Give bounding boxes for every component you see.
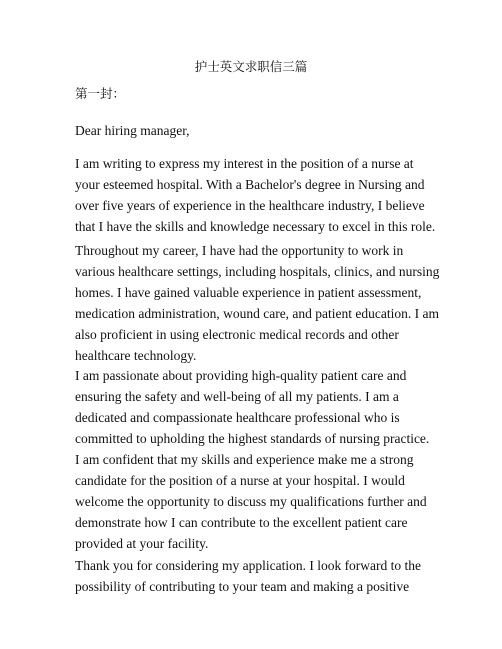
paragraph-line: I am confident that my skills and experience make me a strong	[75, 452, 414, 467]
paragraph-line: your esteemed hospital. With a Bachelor's degree in Nursing and	[75, 177, 425, 192]
paragraph-line: Throughout my career, I have had the opportunity to work in	[75, 243, 404, 258]
paragraph-1	[75, 153, 435, 237]
paragraph-2	[75, 240, 439, 366]
paragraph-line: also proficient in using electronic medical records and other	[75, 327, 399, 342]
paragraph-line: I am writing to express my interest in the position of a nurse at	[75, 156, 414, 171]
salutation-line: Dear hiring manager,	[75, 123, 190, 138]
paragraph-line: candidate for the position of a nurse at your hospital. I would	[75, 473, 405, 488]
document-title: 护士英文求职信三篇	[194, 60, 308, 74]
paragraph-line: medication administration, wound care, and patient education. I am	[75, 306, 440, 321]
paragraph-line: homes. I have gained valuable experience in patient assessment,	[75, 285, 422, 300]
paragraph-line: welcome the opportunity to discuss my qualifications further and	[75, 494, 427, 509]
paragraph-line: ensuring the safety and well-being of all my patients. I am a	[75, 389, 399, 404]
section-label: 第一封：	[75, 87, 126, 101]
paragraph-line: various healthcare settings, including hospitals, clinics, and nursing	[75, 264, 440, 279]
paragraph-line: committed to upholding the highest standards of nursing practice.	[75, 431, 430, 446]
paragraph-line: possibility of contributing to your team and making a positive	[75, 579, 410, 594]
paragraph-line: I am passionate about providing high-quality patient care and	[75, 368, 407, 383]
paragraph-line: dedicated and compassionate healthcare professional who is	[75, 410, 400, 425]
paragraph-5	[75, 555, 421, 597]
paragraph-4	[75, 449, 427, 554]
paragraph-line: Thank you for considering my application. I look forward to the	[75, 558, 422, 573]
paragraph-3	[75, 365, 429, 449]
paragraph-line: provided at your facility.	[75, 536, 209, 551]
paragraph-line: demonstrate how I can contribute to the excellent patient care	[75, 515, 408, 530]
paragraph-line: that I have the skills and knowledge necessary to excel in this role.	[75, 219, 436, 234]
paragraph-line: healthcare technology.	[75, 348, 197, 363]
paragraph-line: over five years of experience in the healthcare industry, I believe	[75, 198, 425, 213]
salutation	[75, 120, 190, 141]
